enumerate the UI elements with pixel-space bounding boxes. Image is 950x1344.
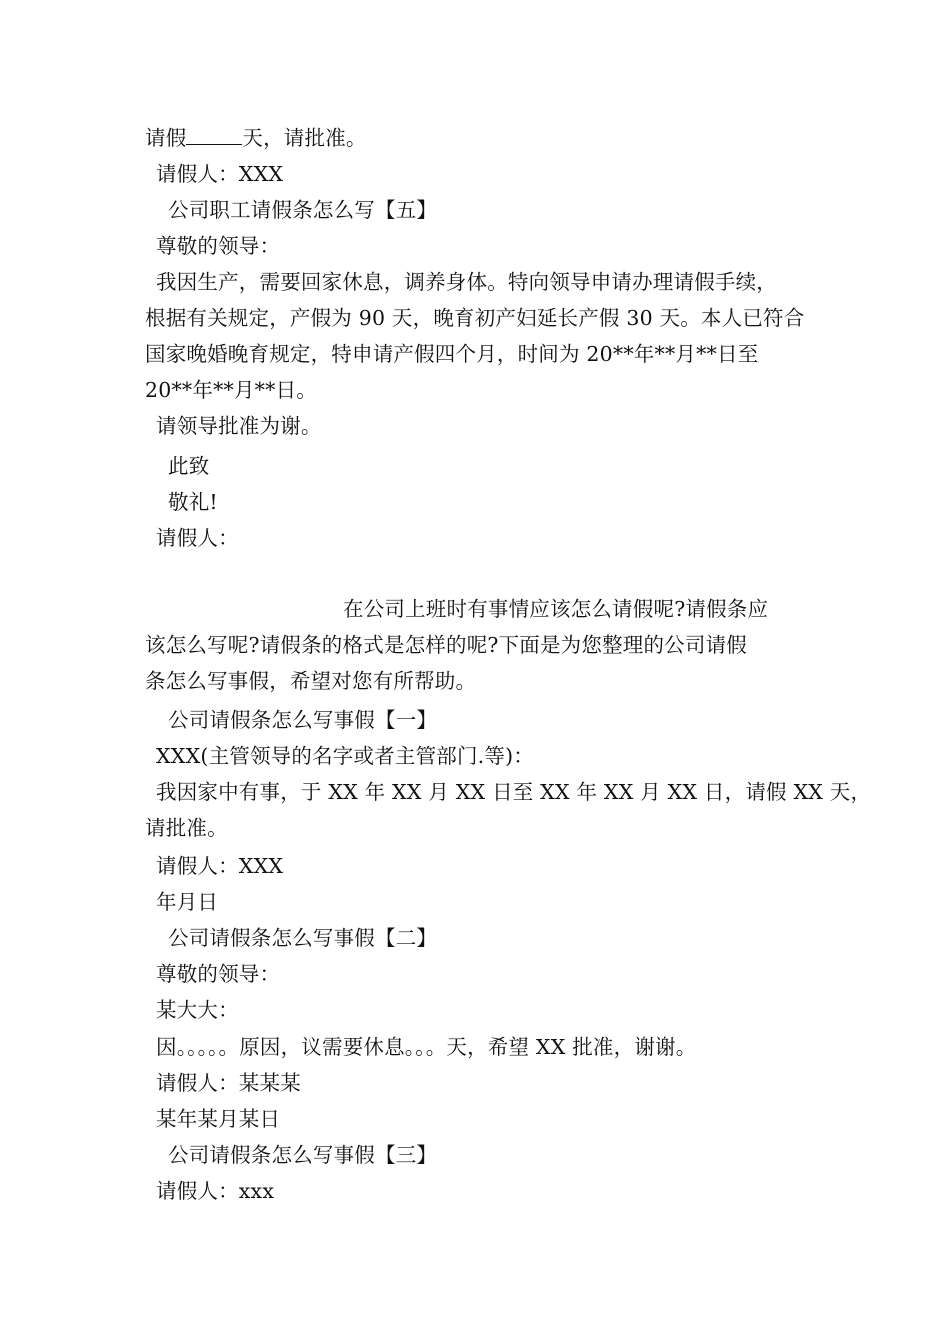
salutation: 某大大：	[156, 998, 239, 1022]
salutation: 尊敬的领导：	[156, 962, 281, 986]
text-line: 请假人：XXX	[156, 162, 284, 186]
text-line	[145, 120, 815, 156]
text-line: 根据有关规定，产假为 90 天，晚育初产妇延长产假 30 天。本人已符合	[145, 306, 805, 330]
signature-line: 请假人：XXX	[156, 854, 284, 878]
text-line: 国家晚婚晚育规定，特申请产假四个月，时间为 20**年**月**日至	[145, 342, 759, 366]
signature-line: 请假人：	[156, 526, 239, 550]
section-heading: 公司职工请假条怎么写【五】	[168, 198, 438, 222]
intro-line: 条怎么写事假，希望对您有所帮助。	[145, 669, 477, 693]
text-fragment: 天，请批准。	[242, 126, 367, 150]
intro-line: 在公司上班时有事情应该怎么请假呢?请假条应	[343, 597, 769, 621]
salutation: XXX(主管领导的名字或者主管部门.等)：	[156, 744, 534, 768]
text-fragment: 请假	[145, 126, 187, 150]
text-line: 请批准。	[145, 816, 228, 840]
section-heading: 公司请假条怎么写事假【三】	[168, 1143, 438, 1167]
signature-line: 请假人：某某某	[156, 1071, 301, 1095]
date-line: 年月日	[156, 890, 219, 914]
salutation: 尊敬的领导：	[156, 234, 281, 258]
date-line: 某年某月某日	[156, 1107, 281, 1131]
intro-line: 该怎么写呢?请假条的格式是怎样的呢?下面是为您整理的公司请假	[145, 633, 747, 657]
section-heading: 公司请假条怎么写事假【二】	[168, 926, 438, 950]
text-line: 请领导批准为谢。	[156, 414, 322, 438]
text-line: 20**年**月**日。	[145, 378, 317, 402]
signature-line: 请假人：xxx	[156, 1179, 275, 1203]
section-heading: 公司请假条怎么写事假【一】	[168, 708, 438, 732]
text-line: 因。。。。。原因，议需要休息。。。天，希望 XX 批准，谢谢。	[156, 1035, 697, 1059]
closing-line: 此致	[168, 454, 210, 478]
fill-in-blank	[186, 126, 242, 145]
text-line: 我因家中有事，于 XX 年 XX 月 XX 日至 XX 年 XX 月 XX 日，请假 XX 天，	[156, 780, 872, 804]
closing-line: 敬礼!	[168, 490, 218, 514]
text-line: 我因生产，需要回家休息，调养身体。特向领导申请办理请假手续，	[156, 270, 777, 294]
